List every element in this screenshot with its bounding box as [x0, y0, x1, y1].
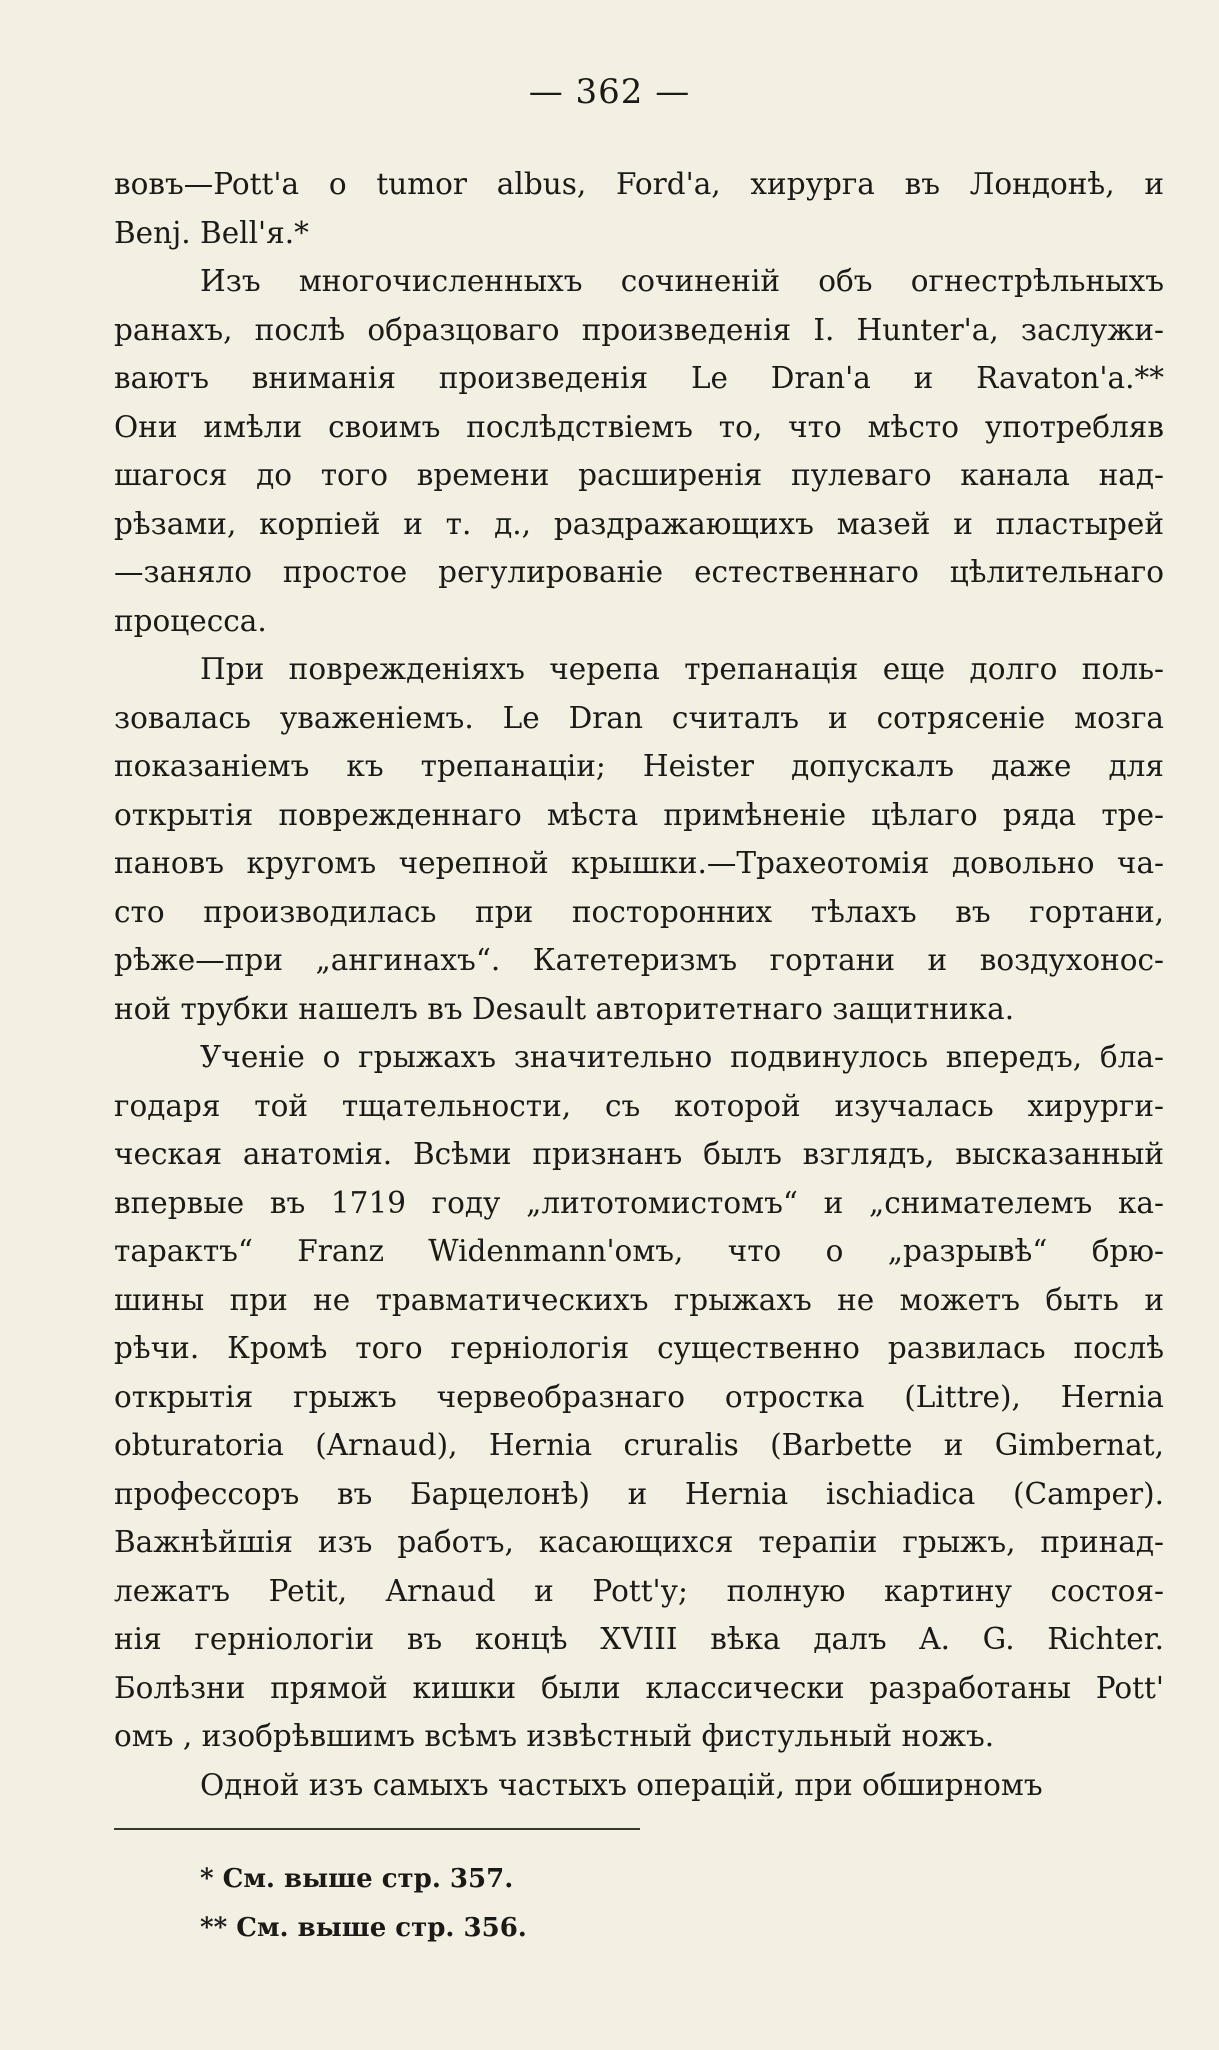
text-line: ческая анатомія. Всѣми признанъ былъ взглядъ, высказанный: [114, 1137, 1164, 1171]
footnote: ** См. выше стр. 356.: [200, 1913, 527, 1943]
text-line: профессоръ въ Барцелонѣ) и Hernia ischiadica (Camper).: [114, 1476, 1164, 1511]
text-line: ваютъ вниманія произведенія Le Dran'a и Ravaton'a.**: [114, 361, 1164, 395]
text-line: впервые въ 1719 году „литотомистомъ“ и „снимателемъ ка-: [114, 1185, 1164, 1220]
paragraph: [114, 1033, 1164, 1761]
text-line: —заняло простое регулированіе естественнаго цѣлительнаго: [114, 555, 1164, 589]
paragraph: [114, 257, 1164, 645]
text-line: процесса.: [114, 603, 267, 638]
footnote-separator: [114, 1828, 640, 1830]
text-line: При поврежденіяхъ черепа трепанація еще долго поль-: [200, 652, 1164, 686]
text-line: Изъ многочисленныхъ сочиненій объ огнестрѣльныхъ: [200, 264, 1164, 298]
text-line: Benj. Bell'я.*: [114, 215, 309, 250]
text-line: открытія поврежденнаго мѣста примѣненіе цѣлаго ряда тре-: [114, 797, 1164, 832]
text-line: лежатъ Petit, Arnaud и Pott'у; полную картину состоя-: [114, 1573, 1164, 1608]
text-line: рѣзами, корпіей и т. д., раздражающихъ мазей и пластырей: [114, 506, 1164, 541]
text-line: годаря той тщательности, съ которой изучалась хирурги-: [114, 1088, 1164, 1123]
text-line: шагося до того времени расширенія пулеваго канала над-: [114, 458, 1164, 492]
footnotes: [200, 1855, 527, 1953]
text-line: рѣже—при „ангинахъ“. Катетеризмъ гортани и воздухонос-: [114, 943, 1164, 977]
text-line: Они имѣли своимъ послѣдствіемъ то, что мѣсто употребляв: [114, 409, 1164, 444]
text-line: показаніемъ къ трепанаціи; Heister допускалъ даже для: [114, 749, 1164, 783]
text-line: шины при не травматическихъ грыжахъ не можетъ быть и: [114, 1282, 1164, 1317]
body-text: [114, 160, 1164, 1809]
text-line: пановъ кругомъ черепной крышки.—Трахеотомія довольно ча-: [114, 846, 1164, 880]
page-number: — 362 —: [528, 72, 691, 112]
text-line: Важнѣйшія изъ работъ, касающихся терапіи грыжъ, принад-: [114, 1525, 1164, 1559]
text-line: ранахъ, послѣ образцоваго произведенія I. Hunter'a, заслужи-: [114, 312, 1164, 347]
text-line: Болѣзни прямой кишки были классически разработаны Pott': [114, 1670, 1164, 1705]
paragraph: [114, 1761, 1164, 1810]
text-line: омъ , изобрѣвшимъ всѣмъ извѣстный фистульный ножъ.: [114, 1719, 995, 1753]
paragraph: [114, 645, 1164, 1033]
text-line: Ученіе о грыжахъ значительно подвинулось впередъ, бла-: [200, 1040, 1164, 1074]
footnote: * См. выше стр. 357.: [200, 1864, 514, 1894]
text-line: тарактъ“ Franz Widenmann'омъ, что о „разрывѣ“ брю-: [114, 1234, 1164, 1268]
text-line: нія герніологіи въ концѣ XVIII вѣка далъ A. G. Richter.: [114, 1622, 1164, 1656]
text-line: зовалась уваженіемъ. Le Dran считалъ и сотрясеніе мозга: [114, 700, 1164, 735]
text-line: рѣчи. Кромѣ того герніологія существенно развилась послѣ: [114, 1331, 1164, 1365]
text-line: ной трубки нашелъ въ Desault авторитетнаго защитника.: [114, 991, 1015, 1026]
text-line: Одной изъ самыхъ частыхъ операцій, при обширномъ: [200, 1767, 1043, 1802]
paragraph: [114, 160, 1164, 257]
text-line: obturatoria (Arnaud), Hernia cruralis (Barbette и Gimbernat,: [114, 1428, 1164, 1462]
text-line: сто производилась при посторонних тѣлахъ въ гортани,: [114, 894, 1164, 929]
text-line: открытія грыжъ червеобразнаго отростка (Littre), Hernia: [114, 1379, 1164, 1414]
text-line: вовъ—Pott'a о tumor albus, Ford'a, хирурга въ Лондонѣ, и: [114, 167, 1164, 201]
